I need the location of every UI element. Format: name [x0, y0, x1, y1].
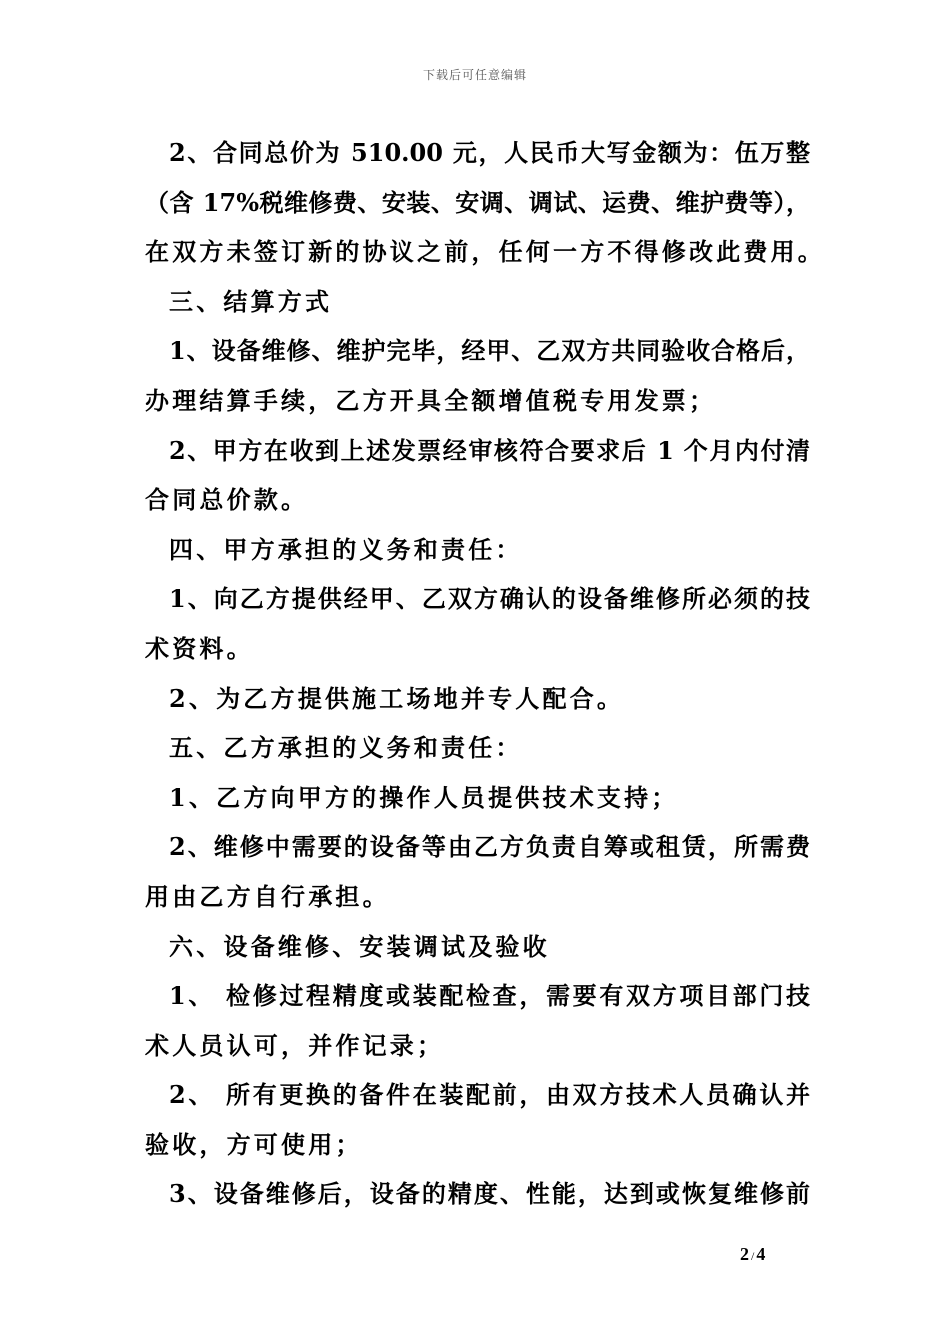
text-line: （含 17%税维修费、安装、安调、调试、运费、维护费等），: [145, 187, 810, 217]
text-line: 办理结算手续，乙方开具全额增值税专用发票；: [145, 385, 717, 415]
text-line: 合同总价款。: [145, 485, 309, 515]
text-line: 3、设备维修后，设备的精度、性能，达到或恢复维修前: [169, 1179, 810, 1209]
text-line: 四、甲方承担的义务和责任：: [169, 534, 523, 564]
text-line: 1、乙方向甲方的操作人员提供技术支持；: [169, 782, 679, 812]
text-line: 在双方未签订新的协议之前，任何一方不得修改此费用。: [145, 237, 825, 267]
text-line: 用由乙方自行承担。: [145, 881, 390, 911]
text-line: 2、 所有更换的备件在装配前，由双方技术人员确认并: [169, 1080, 810, 1110]
page-total: 4: [756, 1244, 766, 1264]
header-note: 下载后可任意编辑: [422, 68, 527, 82]
text-line: 六、设备维修、安装调试及验收: [169, 931, 550, 961]
page-current: 2: [740, 1244, 749, 1264]
text-line: 2、甲方在收到上述发票经审核符合要求后 1 个月内付清: [169, 435, 810, 465]
text-line: 术资料。: [145, 633, 254, 663]
text-line: 1、向乙方提供经甲、乙双方确认的设备维修所必须的技: [169, 584, 810, 614]
text-line: 三、结算方式: [169, 286, 333, 316]
text-line: 1、 检修过程精度或装配检查，需要有双方项目部门技: [169, 981, 810, 1011]
page-number: [740, 1244, 765, 1265]
text-line: 验收，方可使用；: [145, 1129, 363, 1159]
text-line: 1、设备维修、维护完毕，经甲、乙双方共同验收合格后，: [169, 336, 810, 366]
text-line: 2、合同总价为 510.00 元，人民币大写金额为：伍万整: [169, 138, 810, 167]
text-line: 术人员认可，并作记录；: [145, 1030, 445, 1060]
document-body: [145, 128, 825, 1219]
text-line: 2、维修中需要的设备等由乙方负责自筹或租赁，所需费: [169, 832, 810, 862]
page-separator: /: [751, 1249, 755, 1263]
text-line: 2、为乙方提供施工场地并专人配合。: [169, 683, 625, 713]
text-line: 五、乙方承担的义务和责任：: [169, 733, 523, 763]
